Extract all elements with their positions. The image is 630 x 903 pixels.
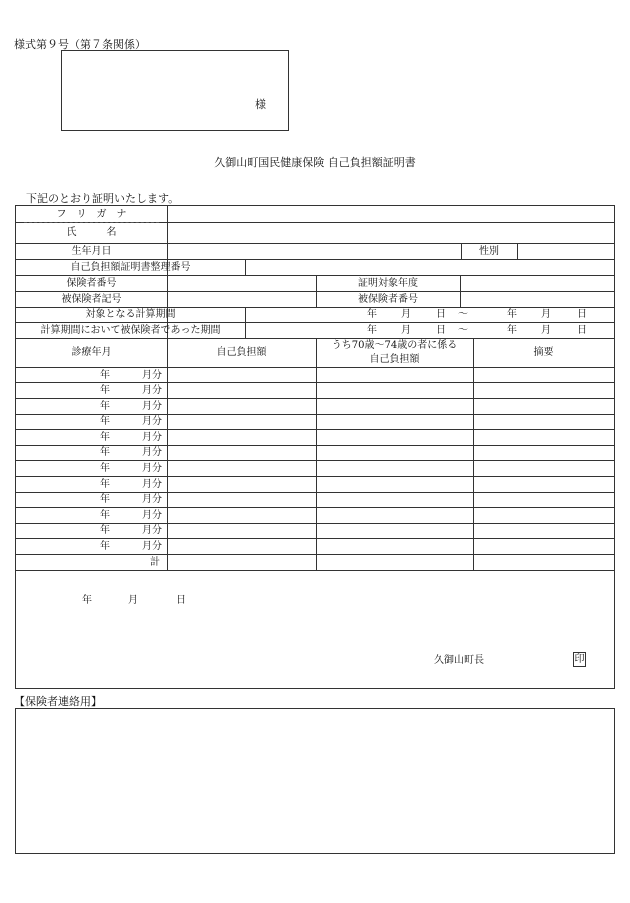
certificate-table (15, 205, 615, 689)
insurer-number-label: 保険者番号 (66, 278, 117, 289)
insured-to-month: 月 (541, 325, 551, 336)
row-month: 月分 (142, 463, 162, 474)
row-month: 月分 (142, 416, 162, 427)
row-year: 年 (100, 447, 110, 458)
calc-from-month: 月 (401, 309, 411, 320)
row-month: 月分 (142, 494, 162, 505)
row-year: 年 (100, 541, 110, 552)
document-title: 久御山町国民健康保険 自己負担額証明書 (214, 156, 416, 169)
row-year: 年 (100, 432, 110, 443)
insured-to-day: 日 (577, 325, 587, 336)
insured-tilde: ～ (458, 325, 468, 336)
birth-date-label: 生年月日 (71, 246, 112, 257)
issuer-name: 久御山町長 (434, 655, 484, 666)
contact-box (15, 708, 615, 854)
row-year: 年 (100, 416, 110, 427)
row-year: 年 (100, 463, 110, 474)
address-suffix: 様 (255, 98, 266, 111)
insured-from-month: 月 (401, 325, 411, 336)
calc-to-month: 月 (541, 309, 551, 320)
calc-to-day: 日 (577, 309, 587, 320)
row-month: 月分 (142, 479, 162, 490)
age-copay-header-line2: 自己負担額 (369, 354, 420, 365)
copay-column-header: 自己負担額 (216, 347, 267, 358)
furigana-label: フ リ ガ ナ (56, 209, 127, 220)
insured-number-label: 被保険者番号 (358, 294, 418, 305)
calc-from-year: 年 (367, 309, 377, 320)
insured-from-year: 年 (367, 325, 377, 336)
cert-year-label: 証明対象年度 (358, 278, 418, 289)
row-month: 月分 (142, 370, 162, 381)
address-box (61, 50, 289, 131)
age-copay-header-line1: うち70歳～74歳の者に係る (331, 340, 458, 351)
row-month: 月分 (142, 432, 162, 443)
calc-tilde: ～ (458, 309, 468, 320)
row-month: 月分 (142, 541, 162, 552)
row-month: 月分 (142, 510, 162, 521)
row-year: 年 (100, 479, 110, 490)
insured-symbol-label: 被保険者記号 (61, 294, 122, 305)
name-label: 氏 名 (66, 227, 117, 238)
form-number: 様式第９号（第７条関係） (14, 38, 146, 51)
issue-day: 日 (176, 595, 186, 606)
insured-to-year: 年 (507, 325, 517, 336)
gender-label: 性別 (479, 246, 499, 257)
insured-from-day: 日 (436, 325, 446, 336)
row-year: 年 (100, 401, 110, 412)
row-year: 年 (100, 494, 110, 505)
calc-period-label: 対象となる計算期間 (85, 309, 176, 320)
total-label: 計 (150, 557, 160, 568)
remarks-column-header: 摘要 (533, 347, 554, 358)
insured-period-label: 計算期間において被保険者であった期間 (40, 325, 221, 336)
issue-year: 年 (82, 595, 92, 606)
contact-label: 【保険者連絡用】 (14, 695, 102, 708)
month-column-header: 診療年月 (71, 347, 112, 358)
calc-from-day: 日 (436, 309, 446, 320)
row-month: 月分 (142, 401, 162, 412)
row-month: 月分 (142, 525, 162, 536)
cert-ref-number-label: 自己負担額証明書整理番号 (70, 262, 191, 273)
row-year: 年 (100, 510, 110, 521)
seal-mark: 印 (574, 654, 585, 665)
row-month: 月分 (142, 447, 162, 458)
calc-to-year: 年 (507, 309, 517, 320)
issue-month: 月 (128, 595, 138, 606)
row-month: 月分 (142, 385, 162, 396)
row-year: 年 (100, 525, 110, 536)
row-year: 年 (100, 385, 110, 396)
row-year: 年 (100, 370, 110, 381)
intro-text: 下記のとおり証明いたします。 (26, 192, 180, 205)
